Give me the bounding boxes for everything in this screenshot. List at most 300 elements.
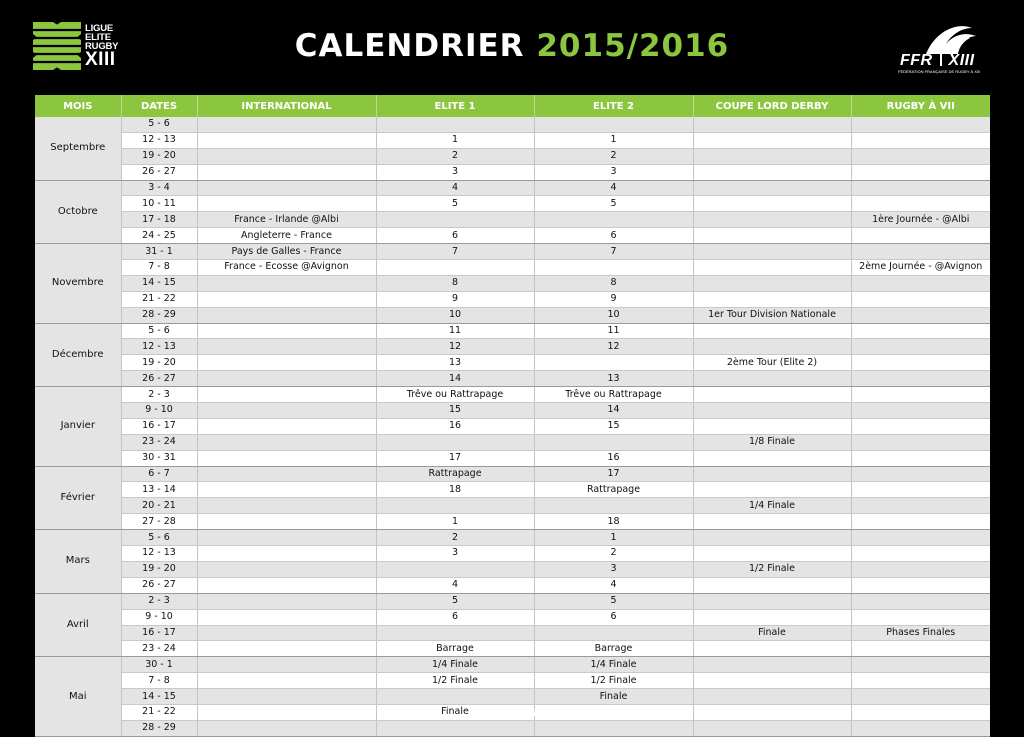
elite1-cell: 5: [376, 196, 534, 212]
rugby-a-vii-cell: [851, 609, 990, 625]
coupe-lord-derby-cell: [693, 609, 851, 625]
elite1-cell: 1: [376, 514, 534, 530]
date-cell: 12 - 13: [121, 339, 197, 355]
coupe-lord-derby-cell: [693, 387, 851, 403]
date-cell: 26 - 27: [121, 164, 197, 180]
rugby-a-vii-cell: [851, 514, 990, 530]
rugby-a-vii-cell: Phases Finales: [851, 625, 990, 641]
elite2-cell: [534, 498, 693, 514]
date-cell: 2 - 3: [121, 387, 197, 403]
elite1-cell: 2: [376, 530, 534, 546]
international-cell: [197, 132, 376, 148]
international-cell: [197, 196, 376, 212]
elite1-cell: 11: [376, 323, 534, 339]
elite2-cell: 2: [534, 546, 693, 562]
title-text: CALENDRIER: [294, 28, 525, 64]
elite1-cell: 4: [376, 180, 534, 196]
elite1-cell: [376, 434, 534, 450]
coupe-lord-derby-cell: [693, 530, 851, 546]
date-cell: 14 - 15: [121, 275, 197, 291]
ffr-wordmark: [900, 52, 975, 70]
table-row: [35, 291, 990, 307]
coupe-lord-derby-cell: [693, 196, 851, 212]
title-year: 2015/2016: [536, 28, 730, 64]
elite2-cell: 3: [534, 164, 693, 180]
date-cell: 19 - 20: [121, 355, 197, 371]
column-header: DATES: [121, 95, 197, 117]
date-cell: 30 - 1: [121, 657, 197, 673]
table-row: [35, 498, 990, 514]
elite1-cell: [376, 117, 534, 132]
international-cell: [197, 720, 376, 736]
elite1-cell: 1: [376, 132, 534, 148]
table-row: [35, 228, 990, 244]
rugby-a-vii-cell: [851, 339, 990, 355]
rugby-a-vii-cell: [851, 466, 990, 482]
elite2-cell: 1: [534, 132, 693, 148]
elite2-cell: 7: [534, 244, 693, 260]
date-cell: 3 - 4: [121, 180, 197, 196]
coupe-lord-derby-cell: 1er Tour Division Nationale: [693, 307, 851, 323]
table-row: [35, 561, 990, 577]
elite2-cell: 5: [534, 593, 693, 609]
coupe-lord-derby-cell: 1/2 Finale: [693, 561, 851, 577]
logo-line-2: ELITE: [85, 32, 111, 43]
ffr-logo: [896, 22, 992, 78]
rugby-a-vii-cell: [851, 307, 990, 323]
elite1-cell: 6: [376, 228, 534, 244]
month-cell: Octobre: [35, 180, 121, 244]
column-header: INTERNATIONAL: [197, 95, 376, 117]
table-row: [35, 244, 990, 260]
coupe-lord-derby-cell: [693, 212, 851, 228]
elite2-cell: Finale: [534, 689, 693, 705]
month-cell: Septembre: [35, 117, 121, 180]
elite1-cell: 1/2 Finale: [376, 673, 534, 689]
international-cell: [197, 625, 376, 641]
coupe-lord-derby-cell: [693, 577, 851, 593]
coupe-lord-derby-cell: [693, 689, 851, 705]
elite2-cell: Trêve ou Rattrapage: [534, 387, 693, 403]
rugby-a-vii-cell: 2ème Journée - @Avignon: [851, 260, 990, 276]
elite2-cell: 1/4 Finale: [534, 657, 693, 673]
date-cell: 5 - 6: [121, 530, 197, 546]
elite1-cell: 5: [376, 593, 534, 609]
elite1-cell: 12: [376, 339, 534, 355]
logo-line-1: LIGUE: [85, 23, 114, 34]
date-cell: 23 - 24: [121, 434, 197, 450]
ffr-subtitle: FÉDÉRATION FRANÇAISE DE RUGBY À XIII: [898, 69, 981, 74]
rugby-a-vii-cell: [851, 577, 990, 593]
rugby-a-vii-cell: [851, 689, 990, 705]
calendar-table-wrap: [35, 95, 990, 737]
date-cell: 12 - 13: [121, 132, 197, 148]
table-row: [35, 657, 990, 673]
coupe-lord-derby-cell: [693, 180, 851, 196]
header: [0, 0, 1024, 94]
elite1-cell: 2: [376, 148, 534, 164]
logo-line-big: XIII: [85, 49, 116, 70]
international-cell: [197, 339, 376, 355]
rugby-a-vii-cell: [851, 641, 990, 657]
table-row: [35, 577, 990, 593]
table-row: [35, 180, 990, 196]
elite1-cell: 14: [376, 371, 534, 387]
elite1-cell: 3: [376, 164, 534, 180]
elite2-cell: 12: [534, 339, 693, 355]
date-cell: 9 - 10: [121, 609, 197, 625]
calendar-table: [35, 95, 990, 737]
coupe-lord-derby-cell: [693, 164, 851, 180]
elite1-cell: Rattrapage: [376, 466, 534, 482]
international-cell: [197, 164, 376, 180]
month-cell: Décembre: [35, 323, 121, 387]
rugby-a-vii-cell: [851, 546, 990, 562]
rugby-a-vii-cell: [851, 117, 990, 132]
coupe-lord-derby-cell: [693, 673, 851, 689]
date-cell: 24 - 25: [121, 228, 197, 244]
elite2-cell: 6: [534, 228, 693, 244]
elite2-cell: 1: [534, 530, 693, 546]
rugby-a-vii-cell: [851, 657, 990, 673]
table-row: [35, 403, 990, 419]
elite2-cell: 13: [534, 371, 693, 387]
international-cell: [197, 371, 376, 387]
page-title: [0, 28, 1024, 64]
table-row: [35, 418, 990, 434]
international-cell: Angleterre - France: [197, 228, 376, 244]
date-cell: 5 - 6: [121, 323, 197, 339]
elite2-cell: 14: [534, 403, 693, 419]
rugby-a-vii-cell: [851, 403, 990, 419]
date-cell: 26 - 27: [121, 371, 197, 387]
elite1-cell: [376, 720, 534, 736]
date-cell: 5 - 6: [121, 117, 197, 132]
date-cell: 17 - 18: [121, 212, 197, 228]
date-cell: 21 - 22: [121, 704, 197, 720]
elite2-cell: 4: [534, 180, 693, 196]
coupe-lord-derby-cell: Finale: [693, 625, 851, 641]
ffr-name: FFR: [900, 52, 933, 69]
coupe-lord-derby-cell: [693, 418, 851, 434]
international-cell: [197, 673, 376, 689]
international-cell: [197, 577, 376, 593]
table-row: [35, 387, 990, 403]
elite2-cell: 8: [534, 275, 693, 291]
coupe-lord-derby-cell: [693, 593, 851, 609]
table-row: [35, 641, 990, 657]
month-cell: Février: [35, 466, 121, 530]
rugby-a-vii-cell: [851, 371, 990, 387]
table-row: [35, 148, 990, 164]
rugby-a-vii-cell: [851, 593, 990, 609]
elite1-cell: 4: [376, 577, 534, 593]
elite1-cell: [376, 498, 534, 514]
international-cell: [197, 498, 376, 514]
month-cell: Avril: [35, 593, 121, 657]
international-cell: [197, 418, 376, 434]
table-row: [35, 673, 990, 689]
elite2-cell: [534, 260, 693, 276]
date-cell: 28 - 29: [121, 307, 197, 323]
elite2-cell: 16: [534, 450, 693, 466]
table-header-row: [35, 95, 990, 117]
month-cell: Mars: [35, 530, 121, 594]
elite2-cell: Barrage: [534, 641, 693, 657]
rugby-a-vii-cell: [851, 450, 990, 466]
table-row: [35, 260, 990, 276]
elite1-cell: 1/4 Finale: [376, 657, 534, 673]
coupe-lord-derby-cell: [693, 260, 851, 276]
date-cell: 23 - 24: [121, 641, 197, 657]
table-row: [35, 117, 990, 132]
month-cell: Janvier: [35, 387, 121, 466]
international-cell: [197, 450, 376, 466]
elite2-cell: [534, 355, 693, 371]
elite1-cell: 13: [376, 355, 534, 371]
date-cell: 2 - 3: [121, 593, 197, 609]
rugby-a-vii-cell: 1ère Journée - @Albi: [851, 212, 990, 228]
coupe-lord-derby-cell: [693, 148, 851, 164]
date-cell: 6 - 7: [121, 466, 197, 482]
date-cell: 27 - 28: [121, 514, 197, 530]
date-cell: 19 - 20: [121, 561, 197, 577]
coupe-lord-derby-cell: [693, 339, 851, 355]
international-cell: [197, 561, 376, 577]
rugby-a-vii-cell: [851, 244, 990, 260]
international-cell: [197, 466, 376, 482]
date-cell: 20 - 21: [121, 498, 197, 514]
column-header: MOIS: [35, 95, 121, 117]
elite1-cell: Finale: [376, 704, 534, 720]
coupe-lord-derby-cell: [693, 371, 851, 387]
international-cell: France - Ecosse @Avignon: [197, 260, 376, 276]
international-cell: [197, 403, 376, 419]
elite1-cell: 3: [376, 546, 534, 562]
date-cell: 7 - 8: [121, 260, 197, 276]
column-header: RUGBY À VII: [851, 95, 990, 117]
column-header: ELITE 1: [376, 95, 534, 117]
elite1-cell: 16: [376, 418, 534, 434]
rugby-a-vii-cell: [851, 561, 990, 577]
elite2-cell: 17: [534, 466, 693, 482]
elite1-cell: 7: [376, 244, 534, 260]
elite1-cell: [376, 625, 534, 641]
international-cell: [197, 275, 376, 291]
elite2-cell: 2: [534, 148, 693, 164]
table-row: [35, 434, 990, 450]
coupe-lord-derby-cell: [693, 244, 851, 260]
column-header: ELITE 2: [534, 95, 693, 117]
rugby-a-vii-cell: [851, 418, 990, 434]
date-cell: 9 - 10: [121, 403, 197, 419]
elite2-cell: 6: [534, 609, 693, 625]
table-row: [35, 530, 990, 546]
elite2-cell: 5: [534, 196, 693, 212]
elite1-cell: 10: [376, 307, 534, 323]
elite1-cell: Barrage: [376, 641, 534, 657]
coupe-lord-derby-cell: [693, 450, 851, 466]
elite2-cell: 1/2 Finale: [534, 673, 693, 689]
date-cell: 14 - 15: [121, 689, 197, 705]
coupe-lord-derby-cell: [693, 657, 851, 673]
elite1-cell: 9: [376, 291, 534, 307]
rugby-a-vii-cell: [851, 291, 990, 307]
date-cell: 7 - 8: [121, 673, 197, 689]
elite1-cell: 8: [376, 275, 534, 291]
coupe-lord-derby-cell: [693, 641, 851, 657]
international-cell: [197, 355, 376, 371]
coupe-lord-derby-cell: [693, 514, 851, 530]
elite1-cell: Trêve ou Rattrapage: [376, 387, 534, 403]
elite1-cell: 17: [376, 450, 534, 466]
international-cell: [197, 180, 376, 196]
table-row: [35, 132, 990, 148]
date-cell: 31 - 1: [121, 244, 197, 260]
coupe-lord-derby-cell: [693, 720, 851, 736]
international-cell: [197, 117, 376, 132]
table-row: [35, 339, 990, 355]
coupe-lord-derby-cell: [693, 323, 851, 339]
rugby-a-vii-cell: [851, 196, 990, 212]
international-cell: [197, 641, 376, 657]
table-row: [35, 689, 990, 705]
date-cell: 30 - 31: [121, 450, 197, 466]
rugby-a-vii-cell: [851, 180, 990, 196]
table-row: [35, 323, 990, 339]
coupe-lord-derby-cell: [693, 275, 851, 291]
elite1-cell: 18: [376, 482, 534, 498]
international-cell: [197, 514, 376, 530]
feather-swoosh-icon: [896, 22, 992, 56]
coupe-lord-derby-cell: [693, 403, 851, 419]
table-row: [35, 355, 990, 371]
international-cell: [197, 609, 376, 625]
elite2-cell: [534, 625, 693, 641]
international-cell: [197, 546, 376, 562]
rugby-a-vii-cell: [851, 482, 990, 498]
rugby-a-vii-cell: [851, 498, 990, 514]
ffr-suffix: XIII: [948, 52, 975, 69]
month-cell: Novembre: [35, 244, 121, 323]
elite2-cell: 3: [534, 561, 693, 577]
international-cell: [197, 593, 376, 609]
rugby-a-vii-cell: [851, 132, 990, 148]
coupe-lord-derby-cell: 2ème Tour (Elite 2): [693, 355, 851, 371]
table-row: [35, 482, 990, 498]
international-cell: [197, 689, 376, 705]
elite2-cell: 9: [534, 291, 693, 307]
rugby-a-vii-cell: [851, 148, 990, 164]
rugby-a-vii-cell: [851, 530, 990, 546]
elite2-cell: [534, 720, 693, 736]
coupe-lord-derby-cell: 1/8 Finale: [693, 434, 851, 450]
international-cell: France - Irlande @Albi: [197, 212, 376, 228]
table-row: [35, 164, 990, 180]
elite2-cell: [534, 212, 693, 228]
elite2-cell: 11: [534, 323, 693, 339]
rugby-a-vii-cell: [851, 387, 990, 403]
rugby-a-vii-cell: [851, 228, 990, 244]
date-cell: 16 - 17: [121, 418, 197, 434]
rugby-a-vii-cell: [851, 164, 990, 180]
international-cell: [197, 307, 376, 323]
international-cell: [197, 530, 376, 546]
coupe-lord-derby-cell: [693, 132, 851, 148]
footer-brand: RUGBY XIII: [485, 708, 539, 719]
coupe-lord-derby-cell: [693, 482, 851, 498]
table-row: [35, 720, 990, 736]
international-cell: Pays de Galles - France: [197, 244, 376, 260]
table-row: [35, 307, 990, 323]
elite2-cell: Rattrapage: [534, 482, 693, 498]
elite2-cell: 18: [534, 514, 693, 530]
rugby-a-vii-cell: [851, 323, 990, 339]
coupe-lord-derby-cell: 1/4 Finale: [693, 498, 851, 514]
table-row: [35, 450, 990, 466]
international-cell: [197, 482, 376, 498]
elite2-cell: 15: [534, 418, 693, 434]
elite1-cell: [376, 260, 534, 276]
international-cell: [197, 434, 376, 450]
elite1-cell: [376, 212, 534, 228]
table-row: [35, 609, 990, 625]
international-cell: [197, 387, 376, 403]
date-cell: 13 - 14: [121, 482, 197, 498]
coupe-lord-derby-cell: [693, 546, 851, 562]
rugby-a-vii-cell: [851, 434, 990, 450]
logo-line-3: RUGBY: [85, 41, 119, 52]
rugby-a-vii-cell: [851, 355, 990, 371]
elite2-cell: [534, 434, 693, 450]
date-cell: 12 - 13: [121, 546, 197, 562]
rugby-a-vii-cell: [851, 275, 990, 291]
elite1-cell: [376, 561, 534, 577]
date-cell: 16 - 17: [121, 625, 197, 641]
international-cell: [197, 148, 376, 164]
table-row: [35, 466, 990, 482]
table-row: [35, 196, 990, 212]
elite2-cell: 10: [534, 307, 693, 323]
elite1-cell: 6: [376, 609, 534, 625]
elite2-cell: 4: [534, 577, 693, 593]
table-body: [35, 117, 990, 736]
elite2-cell: [534, 117, 693, 132]
table-row: [35, 593, 990, 609]
elite1-cell: 15: [376, 403, 534, 419]
coupe-lord-derby-cell: [693, 466, 851, 482]
month-cell: Mai: [35, 657, 121, 736]
table-row: [35, 546, 990, 562]
international-cell: [197, 291, 376, 307]
date-cell: 26 - 27: [121, 577, 197, 593]
coupe-lord-derby-cell: [693, 291, 851, 307]
table-row: [35, 371, 990, 387]
rugby-a-vii-cell: [851, 720, 990, 736]
date-cell: 19 - 20: [121, 148, 197, 164]
elite1-cell: [376, 689, 534, 705]
table-row: [35, 625, 990, 641]
date-cell: 28 - 29: [121, 720, 197, 736]
date-cell: 10 - 11: [121, 196, 197, 212]
table-row: [35, 275, 990, 291]
coupe-lord-derby-cell: [693, 228, 851, 244]
coupe-lord-derby-cell: [693, 117, 851, 132]
international-cell: [197, 657, 376, 673]
column-header: COUPE LORD DERBY: [693, 95, 851, 117]
date-cell: 21 - 22: [121, 291, 197, 307]
rugby-a-vii-cell: [851, 673, 990, 689]
